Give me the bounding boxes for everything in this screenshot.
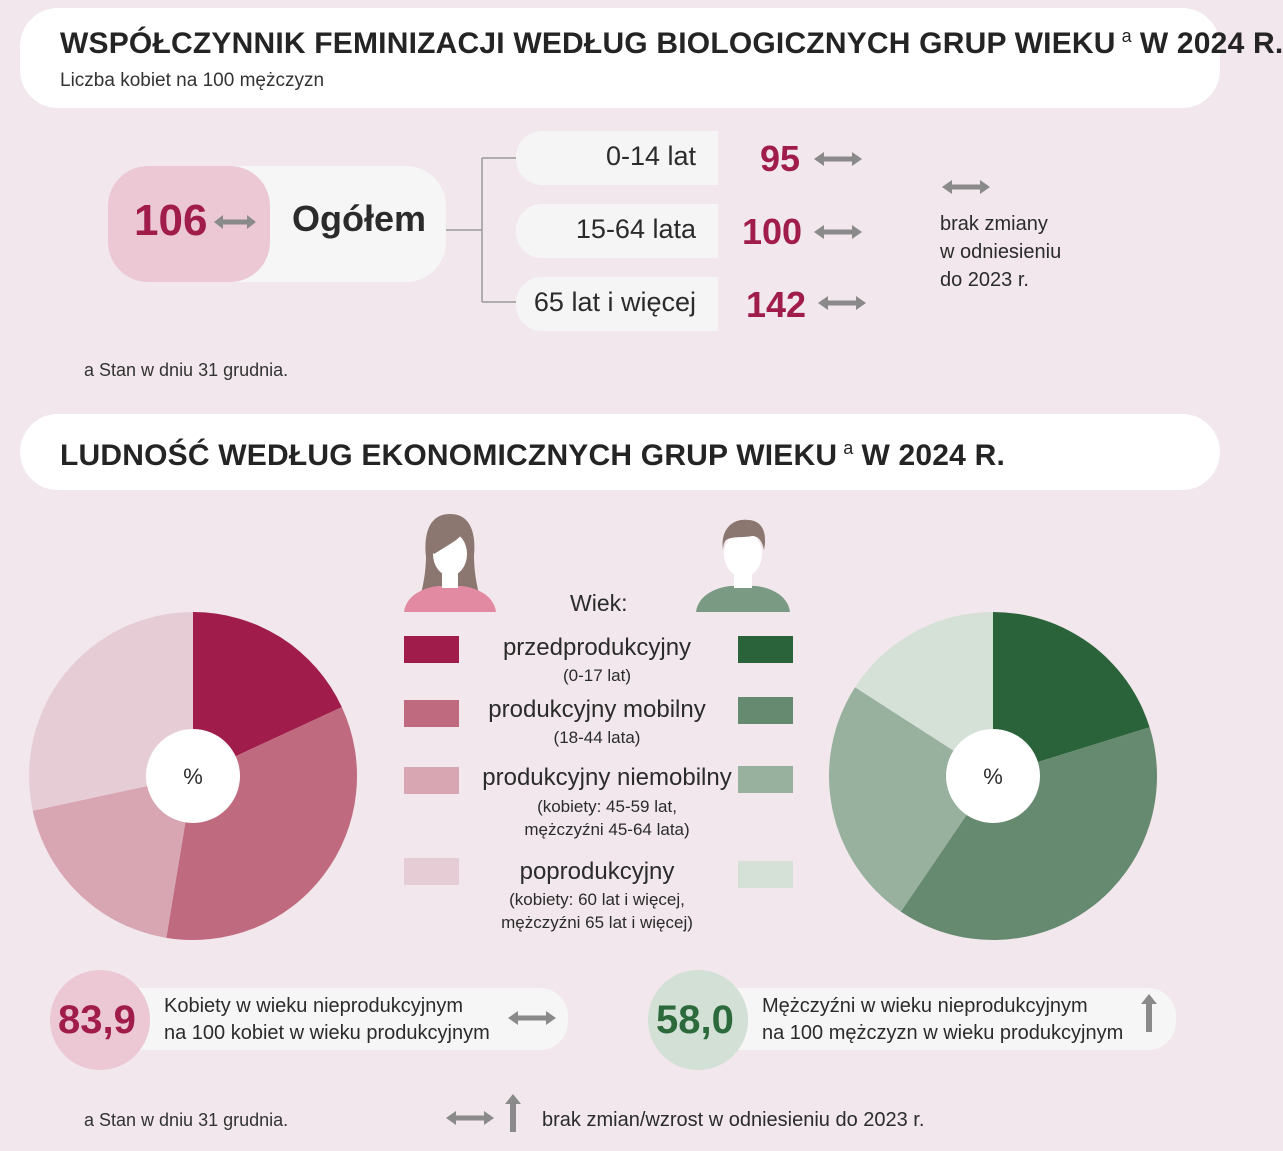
section1-title-footnote-mark: a	[1121, 26, 1132, 46]
total-nochange-icon	[214, 214, 256, 230]
male-stat-text-line-1: Mężczyźni w wieku nieprodukcyjnym	[762, 995, 1088, 1017]
male-stat-increase-icon	[1141, 994, 1157, 1032]
section2-title	[60, 438, 1005, 473]
male-avatar-icon	[696, 514, 790, 612]
male-stat-text-line-2: na 100 mężczyzn w wieku produkcyjnym	[762, 1022, 1124, 1044]
group-value-0-14: 95	[760, 138, 801, 179]
legend-label-mobile: produkcyjny mobilny	[488, 696, 706, 723]
section2-title-year: W 2024 R.	[861, 439, 1005, 472]
group-label-0-14: 0-14 lat	[605, 141, 696, 171]
female-pie-chart	[28, 610, 360, 942]
bottom-legend-text: brak zmian/wzrost w odniesieniu do 2023 r.	[542, 1109, 925, 1131]
female-stat-nochange-icon	[508, 1010, 556, 1026]
section2-footnote: a Stan w dniu 31 grudnia.	[84, 1110, 289, 1130]
bottom-legend-nochange-icon	[446, 1110, 494, 1126]
male-swatch-preproductive	[738, 636, 793, 663]
legend-sub-mobile: (18-44 lata)	[553, 728, 641, 747]
group-label-65plus: 65 lat i więcej	[533, 287, 696, 317]
group-0-14-nochange-icon	[814, 151, 862, 167]
section1-title-text: WSPÓŁCZYNNIK FEMINIZACJI WEDŁUG BIOLOGICZNYCH GRUP WIEKU	[60, 27, 1116, 60]
section2-title-footnote-mark: a	[843, 438, 854, 458]
female-swatch-postproductive	[404, 858, 459, 885]
group-65plus-nochange-icon	[818, 295, 866, 311]
legend-label-nonmobile: produkcyjny niemobilny	[482, 764, 732, 791]
legend-sub-postproductive-1: (kobiety: 60 lat i więcej,	[509, 890, 685, 909]
bottom-legend-increase-icon	[505, 1094, 521, 1132]
legend-label-postproductive: poprodukcyjny	[519, 858, 675, 885]
group-label-15-64: 15-64 lata	[575, 214, 696, 244]
female-swatch-nonmobile	[404, 767, 459, 794]
legend-nochange-icon	[942, 179, 990, 195]
legend-nochange-text	[940, 210, 1061, 294]
male-stat-value: 58,0	[656, 998, 734, 1042]
female-stat-value: 83,9	[58, 998, 136, 1042]
section1-title-year: W 2024 R.	[1139, 27, 1283, 60]
male-swatch-nonmobile	[738, 766, 793, 793]
group-value-15-64: 100	[742, 211, 803, 252]
legend-sub-nonmobile-1: (kobiety: 45-59 lat,	[537, 797, 677, 816]
legend-label-preproductive: przedprodukcyjny	[502, 634, 692, 661]
group-15-64-nochange-icon	[814, 224, 862, 240]
male-swatch-mobile	[738, 697, 793, 724]
female-stat-text	[164, 993, 490, 1047]
section2-title-text: LUDNOŚĆ WEDŁUG EKONOMICZNYCH GRUP WIEKU	[60, 439, 838, 472]
total-label: Ogółem	[292, 198, 427, 239]
legend-nochange-line-3: do 2023 r.	[940, 269, 1029, 291]
female-stat-text-line-1: Kobiety w wieku nieprodukcyjnym	[164, 995, 464, 1017]
male-pie-center-label: %	[983, 764, 1003, 789]
section1-subtitle: Liczba kobiet na 100 mężczyzn	[60, 70, 325, 91]
total-value: 106	[134, 196, 208, 245]
legend-nochange-line-2: w odniesieniu	[940, 241, 1062, 263]
male-stat-text	[762, 993, 1123, 1047]
female-stat-text-line-2: na 100 kobiet w wieku produkcyjnym	[164, 1022, 490, 1044]
legend-sub-postproductive-2: mężczyźni 65 lat i więcej)	[501, 913, 693, 932]
female-swatch-mobile	[404, 700, 459, 727]
legend-sub-nonmobile-2: mężczyźni 45-64 lata)	[524, 820, 690, 839]
female-avatar-icon	[404, 512, 496, 612]
group-value-65plus: 142	[746, 284, 807, 325]
male-swatch-postproductive	[738, 861, 793, 888]
legend-title: Wiek:	[570, 590, 628, 616]
male-pie-chart	[828, 610, 1160, 942]
female-swatch-preproductive	[404, 636, 459, 663]
legend-sub-preproductive: (0-17 lat)	[562, 666, 632, 685]
group-connector	[446, 150, 526, 310]
section1-footnote: a Stan w dniu 31 grudnia.	[84, 360, 289, 380]
section1-title	[60, 26, 1283, 61]
female-pie-center-label: %	[183, 764, 203, 789]
legend-nochange-line-1: brak zmiany	[940, 213, 1048, 235]
